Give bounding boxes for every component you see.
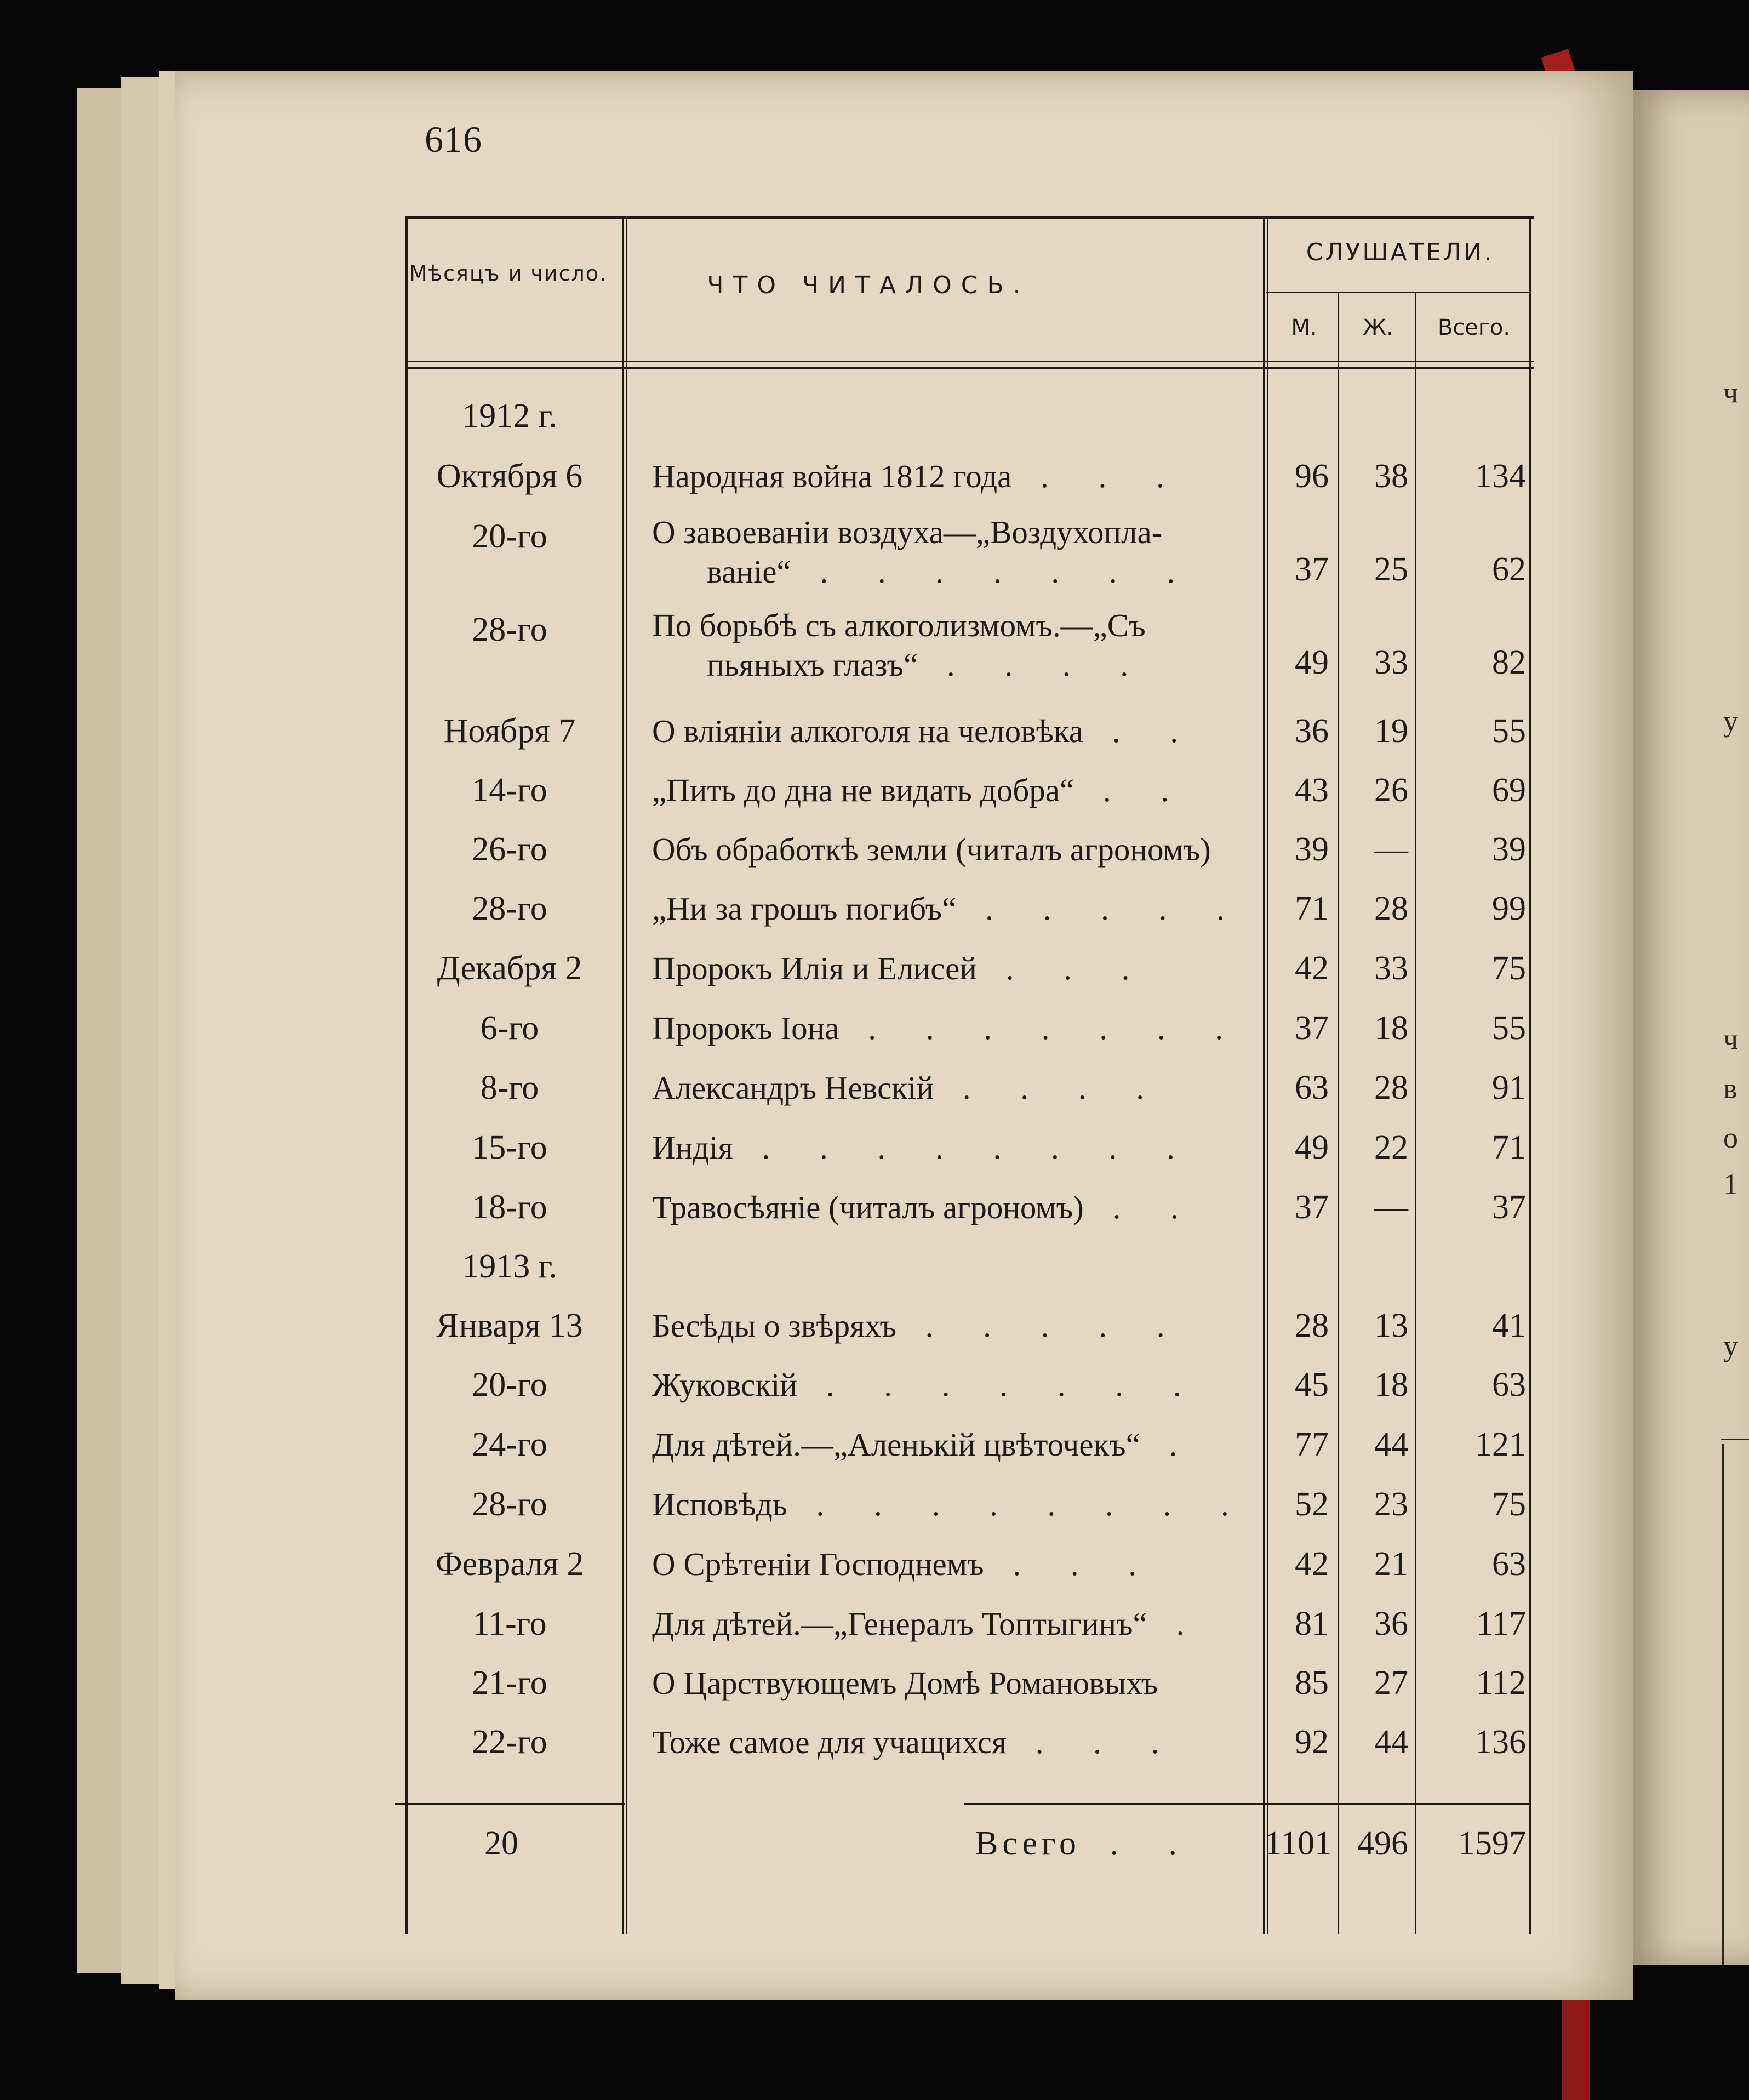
- header-total: Всего.: [1437, 315, 1511, 340]
- row-total: 91: [1492, 1069, 1526, 1106]
- row-date: Октября 6: [436, 458, 583, 495]
- row-date: Ноября 7: [443, 712, 576, 750]
- row-women: 25: [1374, 551, 1408, 588]
- row-women: 36: [1374, 1605, 1408, 1642]
- row-title: Народная война 1812 года . . .: [652, 458, 1185, 494]
- row-women: 19: [1374, 712, 1408, 750]
- table-row: [400, 1058, 1534, 1117]
- row-title-text: Индія: [652, 1129, 733, 1166]
- row-title-text: „Ни за грошъ погибъ“: [652, 891, 957, 927]
- row-title-line1: По борьбѣ съ алкоголизмомъ.—„Съ: [652, 607, 1146, 643]
- row-date: 14-го: [472, 772, 547, 809]
- row-total: 63: [1492, 1545, 1526, 1583]
- row-total: 63: [1492, 1366, 1526, 1403]
- row-title: О Царствующемъ Домѣ Романовыхъ: [652, 1665, 1158, 1701]
- row-title-text: Исповѣдь: [652, 1486, 787, 1522]
- table-row: [400, 879, 1534, 938]
- row-men: 36: [1295, 712, 1329, 750]
- row-men: 43: [1295, 772, 1329, 809]
- row-women: 22: [1374, 1129, 1408, 1166]
- row-title-text: Пророкъ Іона: [652, 1010, 839, 1046]
- row-total: 41: [1492, 1307, 1526, 1344]
- table-row: [400, 1355, 1534, 1414]
- row-men: 45: [1295, 1366, 1329, 1403]
- row-women: 23: [1374, 1486, 1408, 1523]
- row-title: О вліяніи алкоголя на человѣка . .: [652, 713, 1199, 749]
- row-title: Бесѣды о звѣряхъ . . . . .: [652, 1308, 1186, 1344]
- adjacent-page-glyph: у: [1723, 1329, 1738, 1362]
- row-men: 39: [1295, 831, 1329, 868]
- adjacent-page-glyph: у: [1723, 705, 1738, 738]
- row-total: 136: [1475, 1724, 1526, 1761]
- row-women: —: [1374, 1189, 1408, 1226]
- header-listeners: СЛУШАТЕЛИ.: [1306, 238, 1494, 266]
- row-title-text: Бесѣды о звѣряхъ: [652, 1308, 897, 1344]
- row-date: 22-го: [472, 1724, 547, 1761]
- row-total: 117: [1476, 1605, 1526, 1642]
- row-total: 75: [1492, 950, 1526, 987]
- total-rule-left: [395, 1803, 625, 1805]
- row-title-text: Для дѣтей.—„Генералъ Топтыгинъ“: [652, 1606, 1147, 1642]
- row-women: 18: [1374, 1366, 1408, 1403]
- row-date: Января 13: [436, 1307, 583, 1344]
- table-row: [400, 1534, 1534, 1594]
- row-men: 77: [1295, 1426, 1329, 1463]
- row-title-text: Для дѣтей.—„Аленькій цвѣточекъ“: [652, 1426, 1140, 1463]
- row-title: Пророкъ Илія и Елисей . . .: [652, 950, 1151, 986]
- row-date: 24-го: [472, 1426, 547, 1463]
- row-men: 37: [1295, 551, 1329, 588]
- table-top-rule: [405, 216, 1534, 219]
- row-date: 28-го: [472, 890, 547, 927]
- row-date: 11-го: [472, 1605, 547, 1642]
- row-total: 62: [1492, 551, 1526, 588]
- row-men: 37: [1295, 1189, 1329, 1226]
- table-row: [400, 1237, 1534, 1296]
- row-title-text: „Пить до дна не видать добра“: [652, 772, 1074, 808]
- table-row: [400, 1415, 1534, 1474]
- row-women: 28: [1374, 890, 1408, 927]
- row-total: 71: [1492, 1129, 1526, 1166]
- listeners-subheader-rule: [1266, 292, 1529, 293]
- row-total: 112: [1476, 1664, 1526, 1702]
- total-women: 496: [1357, 1825, 1408, 1862]
- adjacent-table-rule: [1721, 1439, 1749, 1440]
- row-women: 27: [1374, 1664, 1408, 1702]
- row-title: Тоже самое для учащихся . . .: [652, 1724, 1180, 1760]
- row-title: Жуковскій . . . . . . .: [652, 1367, 1202, 1403]
- row-men: 71: [1295, 890, 1329, 927]
- adjacent-page-glyph: о: [1723, 1121, 1738, 1154]
- row-title: О Срѣтеніи Господнемъ . . .: [652, 1546, 1158, 1582]
- total-men: 1101: [1265, 1825, 1331, 1862]
- table-row: [400, 820, 1534, 879]
- row-date: 26-го: [472, 831, 547, 868]
- row-women: 33: [1374, 644, 1408, 681]
- row-date: 21-го: [472, 1664, 547, 1702]
- total-label-text: Всего: [975, 1825, 1081, 1862]
- row-date: 28-го: [472, 1486, 547, 1523]
- adjacent-page-glyph: ч: [1723, 376, 1739, 409]
- row-title: „Пить до дна не видать добра“ . .: [652, 772, 1190, 808]
- row-total: 82: [1492, 644, 1526, 681]
- row-title-text: Александръ Невскій: [652, 1070, 934, 1106]
- table-row: [400, 1475, 1534, 1534]
- table-row: [400, 998, 1534, 1058]
- row-men: 63: [1295, 1069, 1329, 1106]
- header-rule: [405, 367, 1534, 369]
- header-what-was-read: ЧТО ЧИТАЛОСЬ.: [707, 271, 1030, 299]
- row-title: „Ни за грошъ погибъ“ . . . . .: [652, 891, 1245, 927]
- row-women: 26: [1374, 772, 1408, 809]
- row-men: 42: [1295, 1545, 1329, 1583]
- table-row: [400, 1713, 1534, 1772]
- row-date: 6-го: [480, 1009, 539, 1047]
- row-women: 21: [1374, 1545, 1408, 1583]
- row-title-text: Народная война 1812 года: [652, 458, 1012, 494]
- table-row: [400, 1118, 1534, 1177]
- row-title-line2: пьяныхъ глазъ“: [707, 647, 918, 683]
- row-title: Объ обработкѣ земли (читалъ агрономъ): [652, 831, 1211, 868]
- row-total: 121: [1475, 1426, 1526, 1463]
- table-row: [400, 1653, 1534, 1713]
- table-row: [400, 1178, 1534, 1237]
- row-total: 37: [1492, 1189, 1526, 1226]
- row-title-text: Пророкъ Илія и Елисей: [652, 950, 977, 986]
- row-total: 39: [1492, 831, 1526, 868]
- header-men: М.: [1291, 315, 1317, 340]
- adjacent-table-rule: [1722, 1444, 1724, 1965]
- table-row: [400, 761, 1534, 820]
- total-row: [400, 1814, 1534, 1873]
- header-month-date: Мѣсяцъ и число.: [409, 261, 608, 286]
- row-title: Травосѣяніе (читалъ агрономъ) . .: [652, 1189, 1199, 1225]
- row-title-text: Травосѣяніе (читалъ агрономъ): [652, 1189, 1084, 1225]
- adjacent-page-glyph: ч: [1723, 1023, 1739, 1055]
- row-men: 85: [1295, 1664, 1329, 1702]
- row-women: 13: [1374, 1307, 1408, 1344]
- row-men: 49: [1295, 1129, 1329, 1166]
- row-men: 37: [1295, 1009, 1329, 1047]
- lecture-table: [400, 216, 1534, 1934]
- adjacent-page: [1630, 90, 1749, 1965]
- row-women: 18: [1374, 1009, 1408, 1047]
- row-title: Александръ Невскій . . . .: [652, 1070, 1165, 1106]
- row-date: Декабря 2: [437, 950, 582, 987]
- row-title-line1: О завоеваніи воздуха—„Воздухопла-: [652, 514, 1163, 550]
- row-date: 20-го: [472, 1366, 547, 1403]
- row-date: 8-го: [480, 1069, 539, 1106]
- table-row: [400, 1296, 1534, 1355]
- row-title: Для дѣтей.—„Генералъ Топтыгинъ“ .: [652, 1606, 1205, 1642]
- row-men: 96: [1295, 458, 1329, 495]
- row-total: 55: [1492, 712, 1526, 750]
- row-men: 81: [1295, 1605, 1329, 1642]
- row-date: 20-го: [472, 518, 547, 555]
- row-men: 49: [1295, 644, 1329, 681]
- row-title: Для дѣтей.—„Аленькій цвѣточекъ“ .: [652, 1426, 1198, 1463]
- header-women: Ж.: [1363, 315, 1393, 340]
- table-row: [400, 447, 1534, 506]
- row-title: О завоеваніи воздуха—„Воздухопла- ваніе“ . . . . . . .: [652, 512, 1255, 591]
- row-title: Пророкъ Іона . . . . . . .: [652, 1010, 1244, 1046]
- row-total: 69: [1492, 772, 1526, 809]
- total-all: 1597: [1458, 1825, 1526, 1862]
- row-title-line2: ваніе“: [707, 553, 791, 590]
- row-men: 92: [1295, 1724, 1329, 1761]
- row-women: 44: [1374, 1426, 1408, 1463]
- row-date: 1913 г.: [462, 1248, 557, 1285]
- row-women: 44: [1374, 1724, 1408, 1761]
- row-date: 18-го: [472, 1189, 547, 1226]
- row-men: 52: [1295, 1486, 1329, 1523]
- row-total: 55: [1492, 1009, 1526, 1047]
- table-row: [400, 600, 1534, 693]
- row-title-text: О Срѣтеніи Господнемъ: [652, 1546, 984, 1582]
- row-title: Индія . . . . . . . .: [652, 1129, 1196, 1166]
- header-rule: [405, 361, 1534, 362]
- total-count: 20: [484, 1825, 518, 1862]
- row-date: 1912 г.: [462, 397, 557, 435]
- row-men: 28: [1295, 1307, 1329, 1344]
- table-row: [400, 1594, 1534, 1653]
- total-rule-right: [964, 1803, 1529, 1805]
- row-title-text: Тоже самое для учащихся: [652, 1724, 1007, 1760]
- row-title-text: О вліяніи алкоголя на человѣка: [652, 713, 1083, 749]
- row-women: 33: [1374, 950, 1408, 987]
- row-men: 42: [1295, 950, 1329, 987]
- row-title: По борьбѣ съ алкоголизмомъ.—„Съ пьяныхъ глазъ“ . . . .: [652, 606, 1255, 684]
- total-label: Всего . .: [975, 1825, 1198, 1862]
- row-total: 75: [1492, 1486, 1526, 1523]
- page-number: 616: [425, 118, 482, 160]
- row-date: Февраля 2: [435, 1545, 584, 1583]
- row-date: 28-го: [472, 611, 547, 648]
- adjacent-page-glyph: в: [1723, 1072, 1737, 1105]
- row-title-text: Жуковскій: [652, 1367, 797, 1403]
- row-women: —: [1374, 831, 1408, 868]
- row-total: 134: [1475, 458, 1526, 495]
- row-total: 99: [1492, 890, 1526, 927]
- adjacent-page-glyph: 1: [1723, 1168, 1738, 1201]
- table-row: [400, 507, 1534, 600]
- row-women: 28: [1374, 1069, 1408, 1106]
- table-row: [400, 939, 1534, 998]
- table-row: [400, 386, 1534, 446]
- row-women: 38: [1374, 458, 1408, 495]
- table-row: [400, 701, 1534, 761]
- row-date: 15-го: [472, 1129, 547, 1166]
- row-title: Исповѣдь . . . . . . . .: [652, 1486, 1250, 1522]
